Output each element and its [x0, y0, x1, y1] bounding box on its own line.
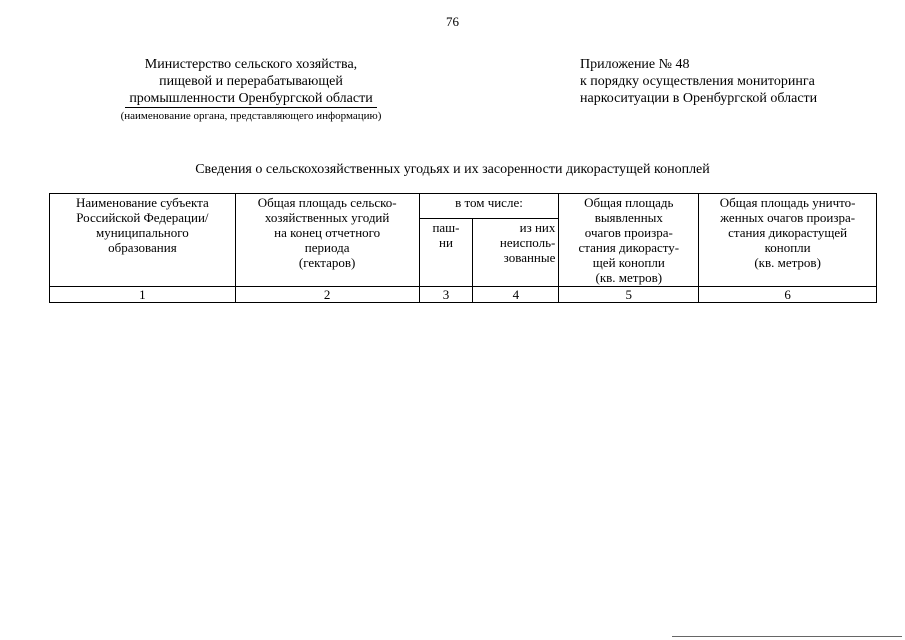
org-caption: (наименование органа, представляющего информацию)	[120, 110, 382, 122]
column-number-row	[50, 287, 877, 303]
column-number: 3	[419, 287, 473, 303]
header-detected-foci: Общая площадь выявленных очагов произра- стания дикорасту- щей конопли (кв. метров)	[559, 194, 699, 287]
appendix-number: Приложение № 48	[580, 57, 690, 72]
column-number: 5	[559, 287, 699, 303]
appendix-block	[580, 56, 890, 107]
header-subject-name: Наименование субъекта Российской Федерации/ муниципального образования	[50, 194, 236, 287]
header-total-area: Общая площадь сельско- хозяйственных угодий на конец отчетного периода (гектаров)	[235, 194, 419, 287]
column-number: 4	[473, 287, 559, 303]
header-destroyed-foci: Общая площадь уничто- женных очагов произра- стания дикорастущей конопли (кв. метров)	[699, 194, 877, 287]
table-header-row	[50, 194, 877, 219]
bottom-divider	[672, 636, 902, 637]
header-unused: из них неисполь- зованные	[473, 219, 559, 287]
header-including-group: в том числе:	[419, 194, 559, 219]
appendix-line-2: к порядку осуществления мониторинга	[580, 74, 815, 89]
header-arable-land: паш- ни	[419, 219, 473, 287]
column-number: 6	[699, 287, 877, 303]
document-title: Сведения о сельскохозяйственных угодьях и их засоренности дикорастущей коноплей	[195, 162, 710, 177]
organization-block	[92, 56, 410, 123]
column-number: 1	[50, 287, 236, 303]
report-table	[49, 193, 877, 303]
org-name-line-1: Министерство сельского хозяйства,	[144, 57, 358, 72]
org-name-line-3: промышленности Оренбургской области	[125, 90, 376, 108]
org-name-line-2: пищевой и перерабатывающей	[159, 74, 343, 89]
page-number: 76	[446, 14, 459, 29]
appendix-line-3: наркоситуации в Оренбургской области	[580, 91, 818, 106]
column-number: 2	[235, 287, 419, 303]
